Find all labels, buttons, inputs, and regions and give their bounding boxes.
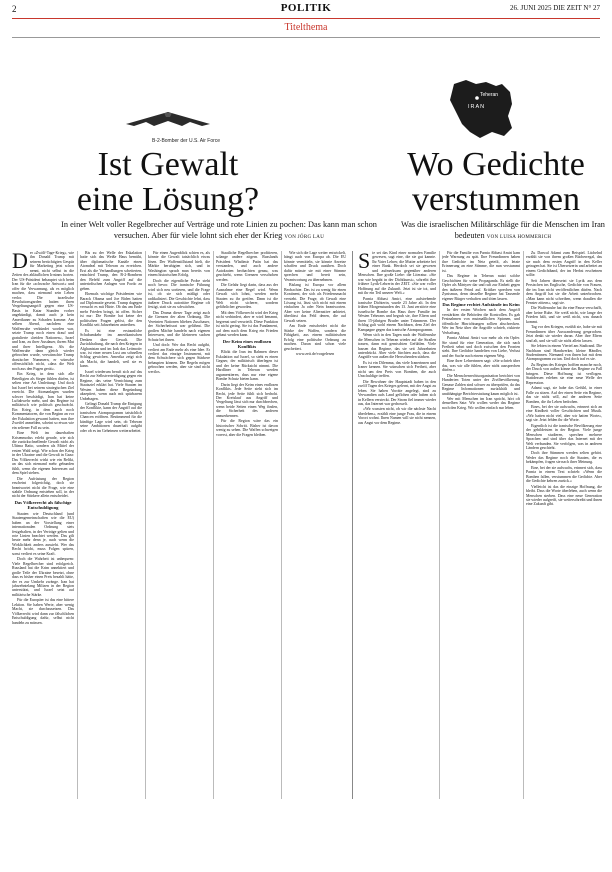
right-para: Doch ihre Stimmen werden selten gehört. Weder das Regime noch die Staaten, die es bekämpfen, fragen sie nach ihrer Meinung. (526, 451, 602, 465)
right-intro: ie sei das Kind einer normalen Familie gewesen, sagt eine, die sie gut kannte. Ihr Vater Lehrer, die Mutter arbeitete bei einer Bank. Herdoch sei sie gewesen und aufmerksam gegenüber anderen Menschen. Ihre große Liebe: die Literatur. »Sie war wie begabt in der Dichtkunst«, schreibt ihre frühere Lyrik-Lehrerin der ZEIT. »Sie war voller Hoffnung auf die Zukunft. Jetzt ist sie tot, und mit ihr ein Teil unserer Welt.« (358, 251, 436, 296)
left-article-col-1 (12, 251, 74, 799)
article-url[interactable]: www.zeit.de/vorgelesen (295, 350, 335, 356)
left-para: Und doch: Wer das Recht aufgibt, verliert am Ende mehr als eine Idee. Er verliert das einzige Instrument, mit dem Schwächere sich gegen Stärkere behaupten können. Die Regeln mögen gebrochen werden, aber sie sind nicht wertlos. (148, 343, 210, 374)
right-para: Es ist ein Dilemma, das viele Iranerinnen und Iraner kennen. Sie wünschen sich Freiheit, aber nicht um den Preis von Bomben, die auch Unschuldige treffen. (358, 360, 436, 379)
iran-map-icon (446, 78, 516, 142)
section-title: POLITIK (280, 2, 332, 14)
right-article-col-1 (358, 251, 436, 799)
right-para: Eine, bei der sie aufwuchs, erinnert sich, dass Parnia in einem Text schrieb: »Wenn die Bomben fallen, verstummen die Gedichte. Aber die Gedichte kehren zurück.« (526, 465, 602, 484)
right-para: Die Menschenrechtsorganisation berichtet von Hunderten Toten unter der Zivilbevölkerung. Genaue Zahlen sind schwer zu überprüfen, da das Regime Informationen zurückhält und unabhängige Berichterstattung kaum möglich ist. (442, 373, 520, 396)
right-deck-text: Was die israelischen Militärschläge für die Menschen im Iran bedeuten (401, 220, 605, 240)
right-para: Adami sagt, sie habe das Gefühl, in einer Falle zu sitzen. Auf der einen Seite ein Regime, das sie nicht will, auf der anderen Seite Bomben, die ihr Leben bedrohen. (526, 386, 602, 404)
image-caption: B-2-Bomber der U.S. Air Force (152, 138, 221, 144)
right-para: In der ersten Wochen nach dem Angriff verstärkten die Behörden die Kontrollen. Es gab Festnahmen von mutmaßlichen Spionen, und öffentliche Hinrichtungen sollten abschrecken. Wer im Netz über die Angriffe schrieb, riskierte Verhaftung. (442, 308, 520, 335)
left-para: Die Gefahr liegt darin, dass aus der Ausnahme eine Regel wird. Wenn Gewalt sich lohnt, werden mehr Staaten zu ihr greifen. Dann ist die Welt nicht sicherer, sondern gefährlicher geworden. (216, 283, 278, 310)
left-para: Mit dem Völkerrecht wird der Krieg nicht verhindert, aber er wird benannt, begrenzt und verurteilt. Diese Funktion ist nicht gering. Sie ist das Fundament, auf dem nach dem Krieg ein Frieden gebaut werden kann. (216, 310, 278, 338)
left-para: Bislang ist Europa vor allem Beobachter. Das ist zu wenig für einen Kontinent, der sich als Friedensmacht versteht. Die Frage, ob Gewalt eine Lösung ist, lässt sich nicht mit einem einfachen Ja oder Nein beantworten. Aber wer keine Alternative anbietet, überlässt das Feld denen, die auf Gewalt setzen. (284, 283, 346, 323)
right-article-col-2 (442, 251, 520, 799)
left-para: Doch die Wahrheit ist unbequem: Viele Regelbrecher sind erfolgreich. Russland hat die Krim annektiert und große Teile der Ukraine besetzt, ohne dass es bisher einen Preis bezahlt hätte, der es zur Umkehr zwänge. Iran hat jahrzehntelang Milizen in der Region unterstützt, und Israel setzt auf militärische Stärke. (12, 557, 74, 597)
column-rule (145, 251, 146, 799)
left-para: Ein Krieg, in dem sich alle Beteiligten als Sieger fühlen dürfen, ist selten eine Art Umleitung: Und doch hat Israel bei seinem strategischen Ziel erreicht. Die Atomanlagen wurden schwer beschädigt, Iran hat keine Luftabwehr mehr, und das Regime ist militärisch wie politisch geschwächt. Ein Krieg, in dem auch noch Kommentatoren, die von Beginn an vor der Eskalation gewarnt hatten, nun ihre Zweifel anmelden, scheint so etwas wie ein seltener Fall zu sein. (12, 372, 74, 430)
article-divider (352, 251, 353, 799)
left-deck (56, 219, 382, 243)
right-para: Zu Beginn des Krieges hofften manche noch, der Druck von außen könne das Regime zu Fall bringen. Diese Hoffnung ist verflogen. Stattdessen erleben sie eine neue Welle der Repression. (526, 362, 602, 385)
left-para: Eine Welt im dauerhaften Krisenmodus erlebt gerade, wie sich die zurückschnellende Gewalt nicht als Ultima Ratio, sondern als Mittel der ersten Wahl zeigt. Wie schon der Krieg in der Ukraine und die Gewalt in Gaza: Das Völkerrecht wirkt wie ein Relikt, an das sich niemand mehr gebunden fühlt, wenn die eigenen Interessen auf dem Spiel stehen. (12, 431, 74, 476)
left-para: Wie sich die Lage weiter entwickelt, hängt auch von Europa ab. Die EU könnte vermitteln, sie könnte Anreize schaffen und Druck ausüben. Doch dafür müsste sie mit einer Stimme sprechen und bereit sein, Verantwortung zu übernehmen. (284, 251, 346, 282)
left-drop-cap: D (12, 251, 28, 273)
left-article-col-2 (80, 251, 142, 799)
right-drop-cap: S (358, 251, 371, 273)
left-para: Bis zu der Welle der Eskalation hatte sich das Weiße Haus bemüht, über diplomatische Kanäle einen Atomdeal mit Teheran zu erreichen. Erst als die Verhandlungen scheiterten, entschied Trump, den B-2-Bombern den Befehl zum Angriff auf die unterirdischen Anlagen von Fordo zu geben. (80, 251, 142, 291)
column-rule (523, 251, 524, 799)
right-para: Seit Jahren übersetzt sie Lyrik aus dem Persischen ins Englische, Gedichte von Frauen, die im Iran nicht veröffentlichen dürfen. Nach dem Angriff hat sie die Arbeit unterbrochen. »Man kann nicht schreiben, wenn draußen die Fenster zittern«, sagt sie. (526, 278, 602, 305)
right-para: Wenn sich in den Tagen nach der Waffenruhe die Menschen in Teheran wieder auf die Straßen trauen, dann mit gemischten Gefühlen. Viele hassen das Regime, das sie seit Jahrzehnten unterdrückt. Aber viele fürchten auch, dass die Angriffe von außen die Herrschenden stärken. (358, 333, 436, 360)
left-para: Für einen Augenblick schien es, als könnte die Gewalt tatsächlich etwas lösen. Der Waffenstillstand hielt, die Märkte beruhigten sich, und in Washington sprach man bereits von einem historischen Erfolg. (148, 251, 210, 278)
right-para: Eines, bei der sie aufwuchs, erinnert sich an eine Kindheit voller Geschichten und Musik. »Wir hatten nicht viel, aber wir hatten Worte«, sagt sie. Jetzt fehlen ihr die Worte. (526, 404, 602, 423)
issue-date: 26. JUNI 2025 DIE ZEIT N° 27 (510, 4, 600, 12)
right-headline-line2: verstummen (411, 181, 581, 218)
header-rule (12, 18, 600, 19)
right-deck (398, 219, 608, 243)
right-para: Sie lebten in einem Viertel am Stadtrand. Die Nachbarn sind Handwerker, kleine Händler, Studentinnen. Niemand von ihnen hat mit dem Atomprogramm zu tun. Und doch traf es sie. (526, 344, 602, 362)
left-intro: er »Zwölf-Tage-Krieg«, wie ihn Donald Trump mit seinem berüchtigten Gespür für Marketing jetzt schon nennt, nicht selbst in die Zeiten des abläuflichen Irrsinns horten. Der US-Präsident behauptet sich beim Iran für die »schwache Antwort« und offer die Verwarnung, als es möglich machen, dass niemand sein Leben verlor. Die israelische Revolutionsgarden hatten ihren Vergeltungsangriff gegen eine US-Basis in Katar Stunden vorher angekündigt, damit auch ja kein Amerikaner zu Schaden komme. Am selben Abend, nachdem eine Waffenruhe verkündet worden war, setzte Trump noch einen drauf und gratulierte »beiden Nationen«, Israel und Iran, zu ihrer Ausdauer, ihrem Mut und ihrer Intelligenz. Als die Waffenruhe dann gleich wieder gebrochen wurde, verwünschte Trump drastischer Nummern, er wünsche offensichtlich nicht, »dass die Welt noch aus den Fugen gerät«. (12, 251, 74, 371)
left-subhead: Das Völkerrecht als fälschige Entschuldigung (14, 499, 72, 511)
right-para: Parnia Abbasi Amiri, eine aufstrebende iranische Dichterin, wurde 23 Jahre alt. In den frühen Morgenstunden des 13. Juni zerstörte eine israelische Bombe das Haus ihrer Familie im Westen Teherans und begrub sie, ihre Eltern und ihren 15-jährigen Bruder unter Trümmern. Der Schlag galt wohl einem Nachbarn, dem Ziel der Kampagne gegen das iranische Atomprogramm. (358, 296, 436, 332)
left-para: Staatliche Regelbrecher profitieren, solange andere zögern. Russlands Präsident Wladimir Putin hat das verstanden, und auch andere Autokraten beobachten genau, was geschieht, wenn Grenzen verschoben werden. (216, 251, 278, 282)
left-para: Blickt die Iran im Rahmen dieser Eskalation auf Israel, so sieht es einen Gegner, der militärisch überlegen ist und der keine Rücksicht nimmt. Die Hardliner in Teheran werden argumentieren, dass nur eine eigene Bombe Schutz bieten kann. (216, 350, 278, 382)
left-para: Israel wiederum beruft sich auf das Recht zur Selbstverteidigung gegen ein Regime, das seine Vernichtung zum Staatsziel erklärt hat. Viele Staaten im Westen haben diese Begründung akzeptiert, wenn auch mit spürbarem Unbehagen. (80, 369, 142, 401)
right-para: Für die Familie von Parnia Abbasi Amiri kam jede Warnung zu spät. Ihre Freundinnen haben ihre Gedichte im Netz geteilt, als letzte Erinnerung an eine Stimme, die nun verstummt ist. (442, 251, 520, 273)
iran-map (446, 78, 516, 142)
column-rule (213, 251, 214, 799)
left-para: Es ist eine erstaunliche Schubumkehr im amerikanischen Denken über Gewalt. Die Zurückhaltung, die nach den Kriegen in Afghanistan und im Irak das Leitmotiv war, ist einer neuen Lust am schnellen Schlag gewichen. Amerika zeigt sich als Macht, die handelt, weil sie es kann. (80, 328, 142, 369)
right-para: Die Bewohner der Hauptstadt haben in den zwölf Tagen des Krieges gelernt, mit der Angst zu leben. Sie haben Vorräte angelegt, sind zu Verwandten aufs Land geflohen oder haben sich in Kellern versteckt. Der Strom fiel immer wieder aus, das Internet war gedrosselt. (358, 379, 436, 406)
left-para: Staaten wie Deutschland (und Staatengemeinschaften wie die EU) haben an der Vorstellung einer internationalen Ordnung stets festgehalten, in der Verträge gelten und rote Linien beachtet werden. Das gilt heute mehr denn je, auch wenn die Wirklichkeit anders aussieht. Wer das Recht bricht, muss Folgen spüren, sonst verliert es seine Kraft. (12, 511, 74, 556)
right-byline: VON LUISA HOMMERICH (486, 235, 552, 240)
column-rule (77, 251, 78, 799)
right-para: Eigentlich ist die iranische Bevölkerung eine der gebildetsten in der Region. Viele junge Menschen studieren, sprechen mehrere Sprachen und sind über das Internet mit der Welt verbunden. Sie verfolgen, was in anderen Ländern geschieht. (526, 423, 602, 451)
left-headline-line1: Ist Gewalt (97, 146, 239, 183)
page-number: 2 (12, 4, 17, 14)
left-article-col-5 (284, 251, 346, 799)
left-subhead: Der Keim eines endlosen Konflikts (222, 338, 272, 350)
left-para: Darin liegt der Keim eines endlosen Konflikts. Jede Seite sieht sich im Recht, jede Seite fühlt sich bedroht. Der Kreislauf aus Angriff und Vergeltung lässt sich nur durchbrechen, wenn beide Seiten einen Weg finden, die Sicherheit des anderen anzuerkennen. (216, 382, 278, 418)
bomber-image (124, 96, 212, 140)
right-para: Parnia Abbasi Amiri war mehr als ein Opfer. Sie stand für eine Generation, die sich nach Freiheit sehnt und doch zwischen den Fronten steht. Ihre Gedichte handelten von Liebe, Verlust und der Suche nach einem eigenen Weg. (442, 336, 520, 358)
left-deck-text: In einer Welt voller Regelbrecher auf Verträge und rote Linien zu pochen: Das kann man schon versuchen. Aber für viele lohnt sich eher der Krieg (61, 220, 377, 240)
map-label-country: IRAN (468, 104, 486, 110)
left-headline (60, 147, 276, 217)
b2-bomber-icon (124, 96, 212, 140)
right-para: Zu Darwal Adami zum Beispiel. Lächelnd erzählt sie von ihrem großen Bücherregal, das sie nach dem ersten Angriff in den Keller getragen hat. Sie ist Übersetzerin und arbeitet an einem Gedichtband, der im Herbst erscheinen sollte. (526, 251, 602, 278)
column-rule (439, 251, 440, 799)
header-rule-thin (12, 37, 600, 38)
left-article-col-4 (216, 251, 278, 799)
right-headline (380, 147, 612, 217)
right-article-col-3 (526, 251, 602, 799)
left-para: Doch die eigentliche Probe steht noch bevor. Die iranische Führung wird sich neu sortieren, und die Frage ist, ob sie sich mäßigt oder radikalisiert. Die Geschichte lehrt, dass äußerer Druck autoritäre Regime oft festigt, statt sie zu schwächen. (148, 278, 210, 310)
left-byline: VON JÖRG LAU (284, 235, 325, 240)
right-headline-line1: Wo Gedichte (407, 146, 585, 183)
left-article-col-3 (148, 251, 210, 799)
right-para: Eine ihrer Lehrerinnen sagt: »Sie schrieb über das, was wir alle fühlen, aber nicht aussprechen dürfen.« (442, 359, 520, 373)
left-headline-line2: eine Lösung? (76, 181, 260, 218)
right-para: Tag vor den Kriegen, erzählt sie, habe sie mit Freundinnen über Auswanderung gesprochen. Jetzt denkt sie wieder daran. Aber ihre Eltern sind alt, und sie will sie nicht allein lassen. (526, 325, 602, 343)
left-para: Ehemals wichtige Präsidenten wie Barack Obama und Joe Biden hatten auf Diplomatie gesetzt. Trump dagegen versucht es mit Härte. Ob das am Ende mehr Frieden bringt, ist offen. Sicher ist nur: Die Bombe hat keine der politischen Fragen gelöst, die den Konflikt seit Jahrzehnten antreiben. (80, 292, 142, 328)
left-para: Für die Region wäre das ein historischer Schritt. Bisher ist davon wenig zu sehen. Die Waffen schweigen vorerst, aber die Fragen bleiben. (216, 419, 278, 437)
left-para: Gelingt Donald Trump die Einigung der Konflikte, kann der Angriff auf die iranischen Atomprogramm tatsächlich Chancen eröffnen. Bestimmend für die künftige Lage wird sein, ob Teheran seine Ambitionen dauerhaft aufgibt oder ob es im Geheimen weiterarbeitet. (80, 401, 142, 433)
right-para: Das Regime in Teheran nutzt solche Geschichten für seine Propaganda. Es stellt die Opfer als Märtyrer dar und ruft zur Einheit gegen den äußeren Feind auf. Kritiker sprechen von Zynismus, denn dasselbe Regime hat Tausende eigener Bürger verhaften und töten lassen. (442, 274, 520, 301)
map-label-city: Teheran (480, 92, 499, 98)
right-para: Die Waffenruhe hat ihr eine Pause verschafft, aber keine Ruhe. Sie weiß nicht, wie lange der Frieden hält, und sie weiß nicht, was danach kommt. (526, 306, 602, 324)
column-rule (281, 251, 282, 799)
left-para: Die Aufrüstung der Region erscheint folgerichtig, doch sie beantwortet nicht die Frage, wie eine stabile Ordnung entstehen soll, in der nicht der Stärkere allein entscheidet. (12, 476, 74, 499)
subsection-title: Titelthema (284, 22, 328, 33)
right-para: »Wir wussten nicht, ob wir die nächste Nacht überleben«, erzählt eine junge Frau, die in einem Vorort wohnt. Ihren Namen will sie nicht nennen, aus Angst vor dem Regime. (358, 407, 436, 425)
left-para: Für die Europäer ist das eine bittere Lektion. Sie haben Werte, aber wenig Macht, sie durchzusetzen. Das Völkerrecht wird dann zur fälschlichen Entschuldigung dafür, selbst nicht handeln zu müssen. (12, 598, 74, 625)
left-para: Am Ende entscheidet nicht die Stärke der Waffen, sondern die Fähigkeit, aus einem militärischen Erfolg eine politische Ordnung zu machen. Daran sind schon viele gescheitert. (284, 324, 346, 351)
right-para: Wer mit Menschen im Iran spricht, hört oft denselben Satz: Wir wollen weder das Regime noch den Krieg. Wir wollen einfach nur leben. (442, 397, 520, 410)
left-para: Das Drama dieser Tage zeigt auch die Grenzen der alten Ordnung. Die Vereinten Nationen blieben Zuschauer, der Sicherheitsrat war gelähmt. Die großen Mächte handeln nach eigenen Interessen, und die kleineren suchen Schutz bei ihnen. (148, 310, 210, 342)
right-subhead: Das Regime rechtet Aufstände im Keim (442, 301, 520, 307)
right-para: Vielleicht ist das die einzige Hoffnung, die bleibt. Dass die Worte überleben, auch wenn die Menschen sterben. Dass eine neue Generation sie wieder aufgreift, sie weiterschreibt und ihnen eine Zukunft gibt. (526, 484, 602, 507)
